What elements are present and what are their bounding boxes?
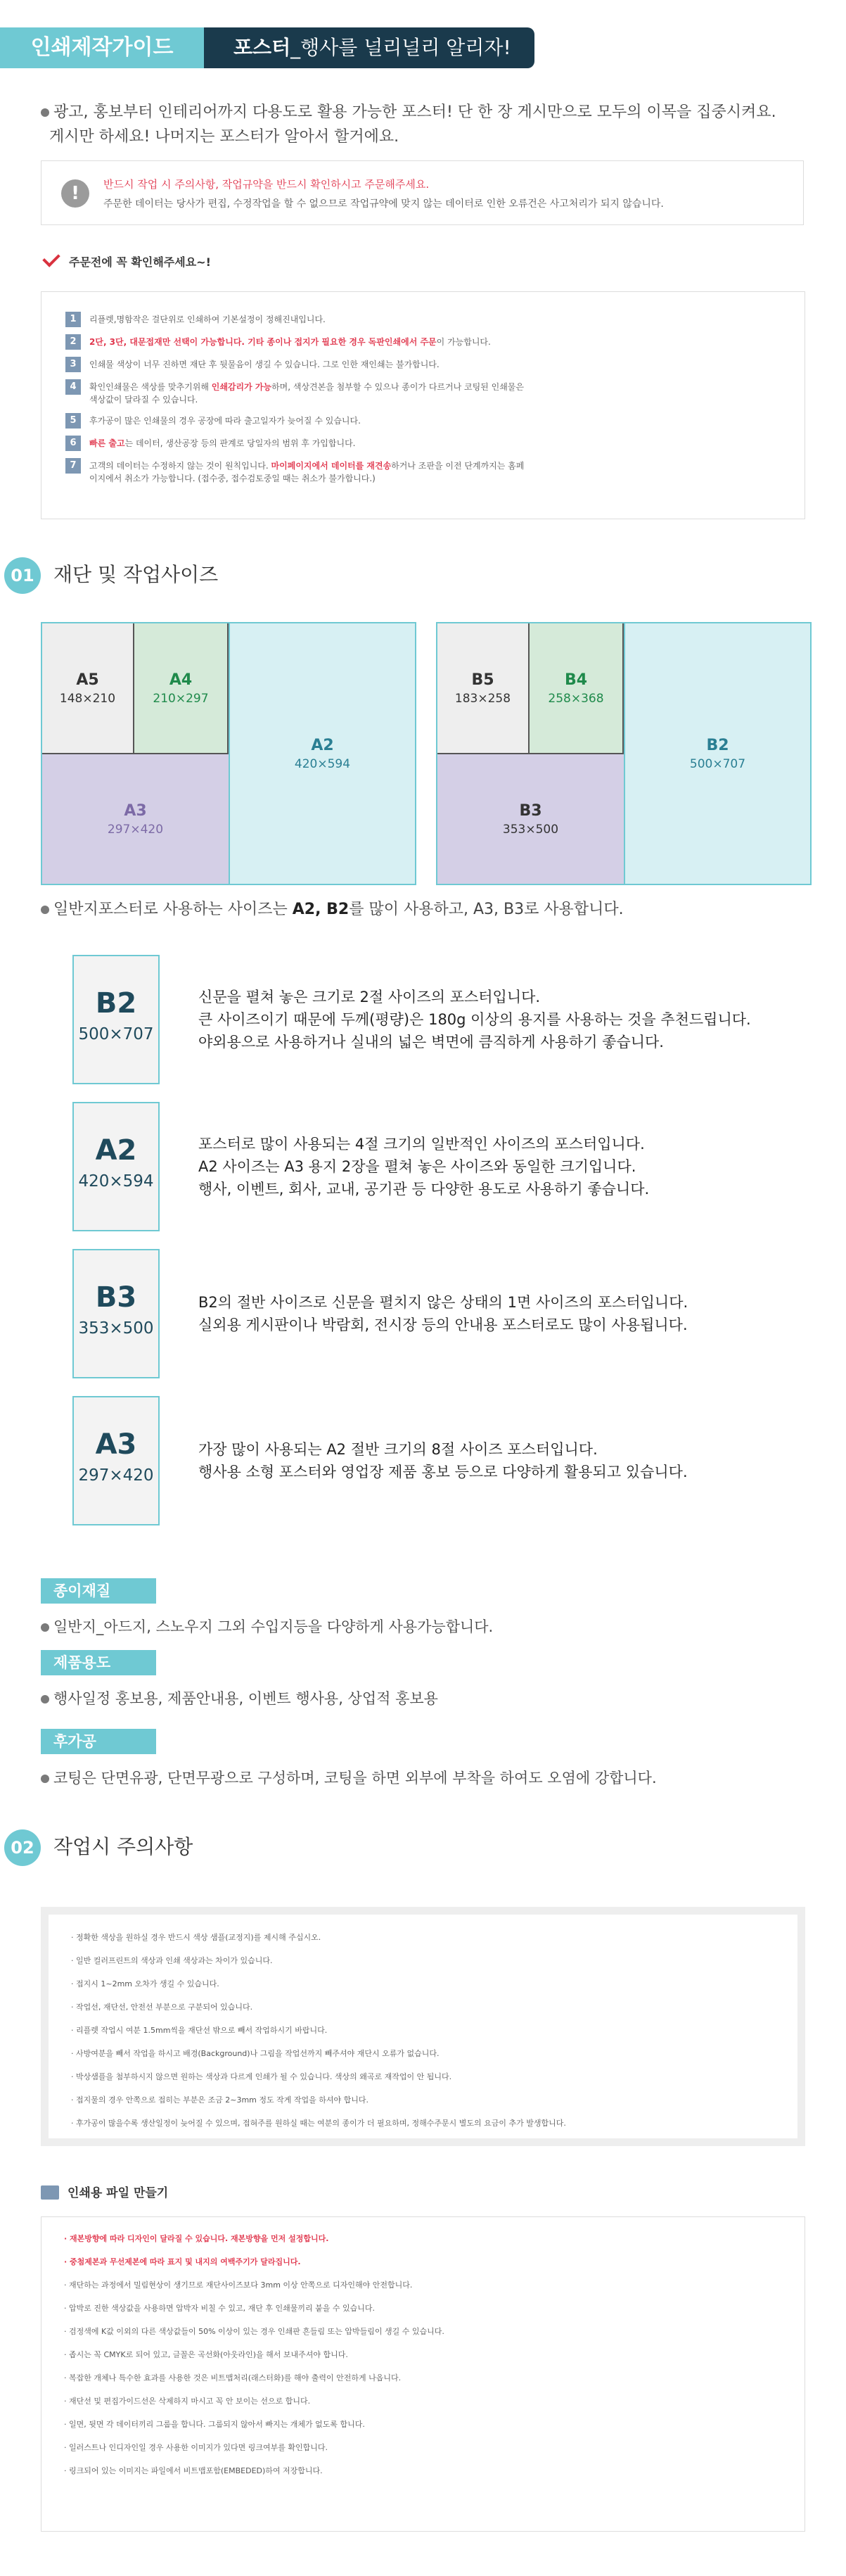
rule-number: 3 — [65, 357, 81, 372]
a-series-diagram — [41, 622, 416, 885]
rule-item — [65, 334, 805, 350]
make-file-item: · 일면, 뒷면 각 데이터끼리 그룹을 합니다. 그룹되지 않아서 빠지는 개체가 없도록 합니다. — [64, 2420, 365, 2429]
rule-text: 리플렛,명함작은 걸단위로 인쇄하여 기본설정이 정해진내입니다. — [89, 315, 326, 324]
rule-item — [65, 357, 805, 372]
bullet-icon — [41, 108, 49, 117]
size-card-a3 — [72, 1396, 160, 1525]
section-heading-caution: 02 작업시 주의사항 — [4, 1829, 193, 1866]
b-series-diagram — [436, 622, 812, 885]
usage-tag: 제품용도 — [41, 1650, 156, 1675]
rule-number: 2 — [65, 334, 81, 350]
caution-item: · 일반 컬러프린트의 색상과 인쇄 색상과는 차이가 있습니다. — [71, 1956, 273, 1965]
caution-item: · 접지시 1~2mm 오차가 생길 수 있습니다. — [71, 1979, 219, 1988]
make-file-heading: 인쇄용 파일 만들기 — [41, 2183, 168, 2200]
size-card-b2 — [72, 955, 160, 1084]
section-heading-size: 01 재단 및 작업사이즈 — [4, 557, 218, 594]
description-line: 실외용 게시판이나 박람회, 전시장 등의 안내용 포스터로도 많이 사용됩니다. — [198, 1316, 688, 1333]
intro-text: 광고, 홍보부터 인테리어까지 다용도로 활용 가능한 포스터! 단 한 장 게시만으로 모두의 이목을 집중시켜요. 게시만 하세요! 나머지는 포스터가 알아서 할거에요. — [41, 100, 814, 149]
a3-cell: A3 297×420 — [42, 754, 229, 884]
paper-tag: 종이재질 — [41, 1578, 156, 1604]
bullet-icon — [41, 906, 49, 914]
description-line: 행사용 소형 포스터와 영업장 제품 홍보 등으로 다양하게 활용되고 있습니다. — [198, 1464, 688, 1480]
rule-text: 후가공이 많은 인쇄물의 경우 공장에 따라 출고일자가 늦어질 수 있습니다. — [89, 416, 361, 426]
make-file-box — [41, 2216, 805, 2532]
caution-item: · 사방여분을 빼서 작업을 하시고 배경(Background)나 그림을 작업선까지 빼주셔야 재단시 오류가 없습니다. — [71, 2049, 440, 2058]
caution-item: · 후가공이 많을수록 생산일정이 늦어질 수 있으며, 접혀주를 원하실 때는 여분의 종이가 더 필요하며, 정해수주문시 별도의 요금이 추가 발생합니다. — [71, 2119, 566, 2128]
caution-item: · 작업선, 재단선, 안전선 부분으로 구분되어 있습니다. — [71, 2003, 253, 2012]
common-size-note: 일반지포스터로 사용하는 사이즈는 A2, B2를 많이 사용하고, A3, B3로 사용합니다. — [41, 897, 624, 919]
description-line: A2 사이즈는 A3 용지 2장을 펼쳐 놓은 사이즈와 동일한 크기입니다. — [198, 1158, 636, 1175]
b5-cell: B5 183×258 — [437, 623, 530, 754]
size-name: B2 — [95, 987, 137, 1020]
b4-cell: B4 258×368 — [530, 623, 624, 754]
size-name: B3 — [95, 1281, 137, 1314]
make-file-item: · 재본방향에 따라 디자인이 달라질 수 있습니다. 재본방향을 먼저 설정합니다. — [64, 2234, 329, 2243]
paper-text: 일반지_아드지, 스노우지 그외 수입지등을 다양하게 사용가능합니다. — [41, 1616, 493, 1637]
a5-cell: A5 148×210 — [42, 623, 134, 754]
description-line: B2의 절반 사이즈로 신문을 펼치지 않은 상태의 1면 사이즈의 포스터입니다. — [198, 1294, 688, 1311]
size-name: A3 — [95, 1428, 137, 1461]
make-file-item: · 일러스트나 인디자인일 경우 사용한 이미지가 있다면 링크여부를 확인합니다. — [64, 2443, 328, 2452]
make-file-item: · 재단하는 과정에서 밀림현상이 생기므로 재단사이즈보다 3mm 이상 안쪽으로 디자인해야 안전합니다. — [64, 2280, 413, 2290]
rule-item — [65, 413, 805, 429]
size-description — [198, 1291, 803, 1336]
rule-number: 6 — [65, 436, 81, 451]
size-description — [198, 986, 803, 1053]
make-file-item: · 재단선 및 편집가이드선은 삭제하지 마시고 꼭 안 보이는 선으로 합니다. — [64, 2397, 311, 2406]
make-file-item: · 좁시는 꼭 CMYK로 되어 있고, 글꼴은 곡선화(아웃라인)을 해서 보내주셔야 합니다. — [64, 2350, 348, 2359]
check-heading: 주문전에 꼭 확인해주세요~! — [44, 253, 211, 269]
rule-item — [65, 312, 805, 327]
bullet-icon — [41, 1695, 49, 1703]
size-dim: 297×420 — [78, 1466, 154, 1485]
description-line: 포스터로 많이 사용되는 4절 크기의 일반적인 사이즈의 포스터입니다. — [198, 1136, 645, 1153]
rule-number: 7 — [65, 458, 81, 474]
b3-cell: B3 353×500 — [437, 754, 624, 884]
folder-icon — [41, 2185, 59, 2200]
page-header — [0, 27, 534, 68]
caution-item: · 박상샘플을 첨부하시지 않으면 원하는 색상과 다르게 인쇄가 될 수 있습니다. 색상의 왜곡로 재작업이 안 됩니다. — [71, 2072, 452, 2081]
rules-box — [41, 291, 805, 519]
caution-box — [41, 1907, 805, 2146]
post-process-tag: 후가공 — [41, 1729, 156, 1754]
a2-cell: A2 420×594 — [229, 623, 415, 884]
size-dim: 500×707 — [78, 1025, 154, 1043]
make-file-item: · 검정색에 K값 이외의 다른 색상값들이 50% 이상이 있는 경우 인쇄판 흔들림 또는 압박들림이 생길 수 있습니다. — [64, 2327, 444, 2336]
exclamation-icon: ! — [61, 179, 89, 208]
post-process-text: 코팅은 단면유광, 단면무광으로 구성하며, 코팅을 하면 외부에 부착을 하여도 오염에 강합니다. — [41, 1767, 657, 1788]
rule-text: 빠른 출고는 데이터, 생산공장 등의 판계로 당일자의 범위 후 가입합니다. — [89, 438, 356, 448]
size-description — [198, 1133, 803, 1200]
rule-item — [65, 379, 805, 406]
a4-cell: A4 210×297 — [134, 623, 229, 754]
rule-item — [65, 458, 805, 485]
size-name: A2 — [95, 1134, 137, 1167]
b2-cell: B2 500×707 — [624, 623, 810, 884]
description-line: 가장 많이 사용되는 A2 절반 크기의 8절 사이즈 포스터입니다. — [198, 1441, 598, 1458]
description-line: 행사, 이벤트, 회사, 교내, 공기관 등 다양한 용도로 사용하기 좋습니다. — [198, 1181, 650, 1198]
caution-item: · 접지물의 경우 안쪽으로 접히는 부분은 조금 2~3mm 정도 작게 작업을 하셔야 합니다. — [71, 2095, 369, 2105]
rule-number: 4 — [65, 379, 81, 395]
notice-box: ! 반드시 작업 시 주의사항, 작업규약을 반드시 확인하시고 주문해주세요. 주문한 데이터는 당사가 편집, 수정작업을 할 수 없으므로 작업규약에 맞지 않는 데이터로 인한 오류건은 사고처리가 되지 않습니다. — [41, 160, 804, 225]
rule-text: 고객의 데이터는 수정하지 않는 것이 원칙입니다. 마이페이지에서 데이터를 재견송하거나 조판을 이전 단계까지는 홈페이지에서 취소가 가능합니다. (접수중, 접수검토중일 때는 취소가 불가합니다.) — [89, 461, 525, 483]
description-line: 야외용으로 사용하거나 실내의 넓은 벽면에 큼직하게 사용하기 좋습니다. — [198, 1034, 664, 1051]
size-card-b3 — [72, 1249, 160, 1378]
size-card-a2 — [72, 1102, 160, 1231]
make-file-item: · 복잡한 개체나 특수한 효과를 사용한 것은 비트맵처리(래스터화)를 해야 출력이 안전하게 나옵니다. — [64, 2373, 402, 2383]
make-file-item: · 링크되어 있는 이미지는 파일에서 비트맵포함(EMBEDED)하여 저장합니다. — [64, 2466, 323, 2475]
caution-item: · 리플렛 작업시 여분 1.5mm씩을 재단선 밖으로 빼서 작업하시기 바랍니다. — [71, 2026, 328, 2035]
description-line: 신문을 펼쳐 놓은 크기로 2절 사이즈의 포스터입니다. — [198, 989, 541, 1005]
size-dim: 353×500 — [78, 1319, 154, 1338]
rule-item — [65, 436, 805, 451]
make-file-item: · 압박로 진한 색상값을 사용하면 압박자 비칠 수 있고, 재단 후 인쇄물끼리 붙을 수 있습니다. — [64, 2304, 375, 2313]
rule-text: 확인인쇄물은 색상를 맞추기위해 인쇄감리가 가능하며, 색상견본을 첨부할 수 있으나 종이가 다르거나 코팅된 인쇄물은 색상값이 달라질 수 있습니다. — [89, 382, 524, 405]
page-title: 포스터_행사를 널리널리 알리자! — [204, 27, 534, 68]
checkmark-icon — [42, 249, 60, 267]
caution-item: · 정확한 색상을 원하실 경우 반드시 색상 샘플(교정지)를 제시해 주십시오. — [71, 1933, 321, 1942]
rule-text: 인쇄물 색상이 너무 진하면 재단 후 뒷물음이 생길 수 있습니다. 그로 인한 재인쇄는 불가합니다. — [89, 360, 440, 369]
make-file-item: · 중첨제본과 무선제본에 따라 표지 및 내지의 여백주기가 달라집니다. — [64, 2257, 301, 2266]
rule-text: 2단, 3단, 대문접재만 선택이 가능합니다. 기타 종이나 접지가 필요한 경우 독판인쇄에서 주문이 가능합니다. — [89, 337, 491, 347]
size-dim: 420×594 — [78, 1172, 154, 1191]
rule-number: 1 — [65, 312, 81, 327]
description-line: 큰 사이즈이기 때문에 두께(평량)은 180g 이상의 용지를 사용하는 것을 추천드립니다. — [198, 1011, 751, 1028]
rule-number: 5 — [65, 413, 81, 429]
size-description — [198, 1438, 803, 1483]
guide-label: 인쇄제작가이드 — [0, 27, 204, 68]
usage-text: 행사일정 홍보용, 제품안내용, 이벤트 행사용, 상업적 홍보용 — [41, 1687, 438, 1708]
bullet-icon — [41, 1775, 49, 1783]
bullet-icon — [41, 1623, 49, 1632]
